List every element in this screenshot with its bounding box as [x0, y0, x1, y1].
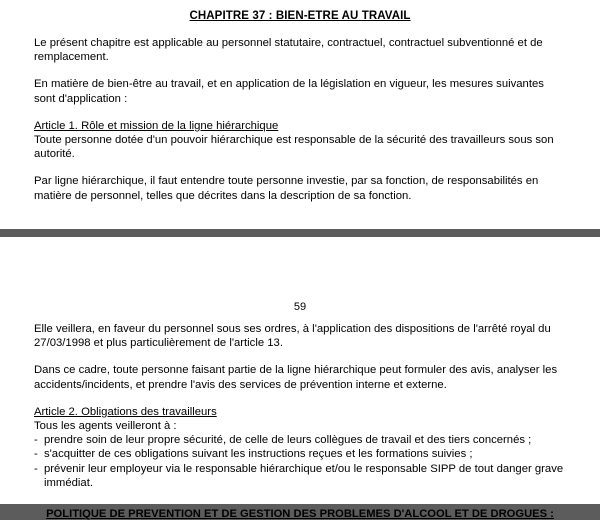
page-number: 59 [293, 301, 307, 313]
dash-marker: - [34, 448, 38, 461]
dash-marker: - [34, 434, 38, 447]
article-1-body: Toute personne dotée d'un pouvoir hiérarchique est responsable de la sécurité des travailleurs sous son autorité. [34, 134, 554, 161]
list-item-text: s'acquitter de ces obligations suivant les instructions reçues et les formations suivies ; [44, 448, 473, 461]
article-2-intro: Tous les agents veilleront à : [34, 420, 177, 433]
chapter-title: CHAPITRE 37 : BIEN-ETRE AU TRAVAIL [189, 10, 411, 22]
list-item-text: prévenir leur employeur via le responsable hiérarchique et/ou le responsable SIPP de tout danger grave immédiat. [44, 462, 564, 489]
page-separator [0, 229, 600, 237]
list-item-text: prendre soin de leur propre sécurité, de celle de leurs collègues de travail et des tiers concernés ; [44, 434, 532, 447]
paragraph-royal-decree: Elle veillera, en faveur du personnel sous ses ordres, à l'application des dispositions de l'arrêté royal du 27/03/1998 et plus particulièrement de l'article 13. [34, 323, 551, 350]
paragraph-measures-intro: En matière de bien-être au travail, et en application de la législation en vigueur, les mesures suivantes sont d'application : [34, 78, 544, 105]
document-page-bottom [0, 237, 600, 520]
article-1-paragraph-2: Par ligne hiérarchique, il faut entendre toute personne investie, par sa fonction, de responsabilités en matière de personnel, telles que décrites dans la description de sa fonction. [34, 175, 539, 202]
paragraph-prevention-services: Dans ce cadre, toute personne faisant partie de la ligne hiérarchique peut formuler des avis, analyser les accidents/incidents, et prendre l'avis des services de prévention interne et externe. [34, 364, 558, 391]
document-page-top [0, 0, 600, 229]
dash-marker: - [34, 462, 38, 475]
article-1-heading: Article 1. Rôle et mission de la ligne hiérarchique [34, 119, 279, 132]
article-2-heading: Article 2. Obligations des travailleurs [34, 405, 217, 418]
list-item [34, 447, 566, 461]
list-item [34, 462, 566, 490]
list-item [34, 433, 566, 447]
paragraph-scope: Le présent chapitre est applicable au personnel statutaire, contractuel, contractuel subventionné et de remplacement. [34, 37, 543, 64]
section-footer-heading: POLITIQUE DE PREVENTION ET DE GESTION DES PROBLEMES D'ALCOOL ET DE DROGUES : [46, 508, 554, 520]
article-2-obligations-list [34, 433, 566, 490]
